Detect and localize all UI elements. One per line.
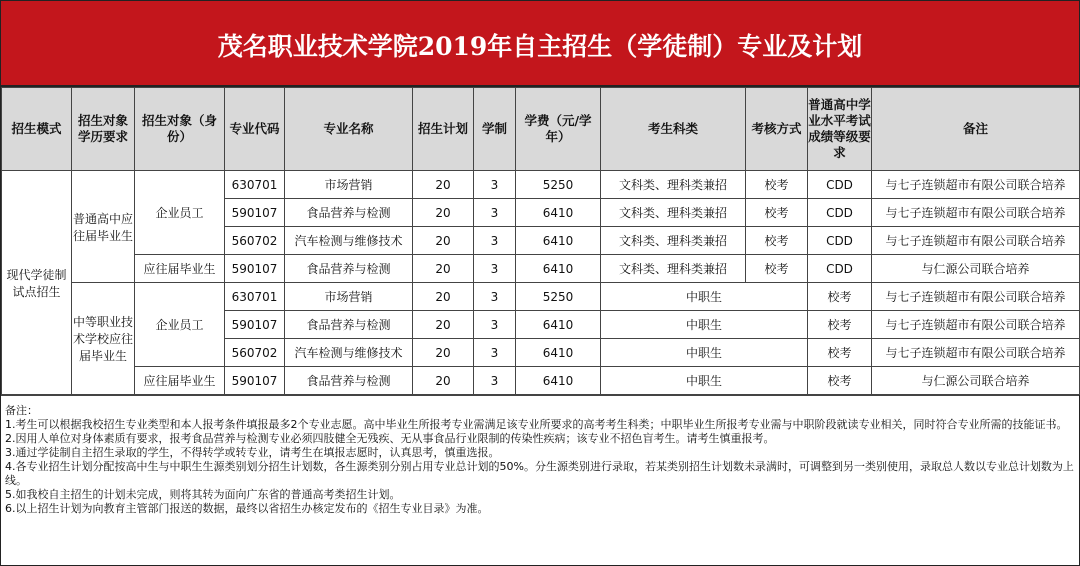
major-name-cell: 市场营销 xyxy=(285,283,413,311)
grade-requirement-cell: CDD xyxy=(808,199,872,227)
table-body xyxy=(2,171,1080,395)
header-cell: 招生对象（身份） xyxy=(135,88,225,171)
duration-cell: 3 xyxy=(474,227,516,255)
major-code-cell: 630701 xyxy=(225,171,285,199)
tuition-cell: 5250 xyxy=(516,283,601,311)
duration-cell: 3 xyxy=(474,171,516,199)
major-name-cell: 食品营养与检测 xyxy=(285,199,413,227)
tuition-cell: 6410 xyxy=(516,339,601,367)
assessment-cell: 校考 xyxy=(808,339,872,367)
notes-heading: 备注： xyxy=(5,404,38,417)
plan-table xyxy=(1,87,1080,395)
assessment-cell: 校考 xyxy=(746,227,808,255)
remark-cell: 与仁源公司联合培养 xyxy=(872,367,1080,395)
header-cell: 考核方式 xyxy=(746,88,808,171)
major-code-cell: 590107 xyxy=(225,367,285,395)
tuition-cell: 6410 xyxy=(516,227,601,255)
note-item: 3.通过学徒制自主招生录取的学生，不得转学或转专业，请考生在填报志愿时，认真思考，慎重选报。 xyxy=(5,446,500,459)
header-cell: 专业代码 xyxy=(225,88,285,171)
table-row xyxy=(2,283,1080,311)
grade-requirement-cell: CDD xyxy=(808,171,872,199)
major-name-cell: 食品营养与检测 xyxy=(285,311,413,339)
subject-cell: 文科类、理科类兼招 xyxy=(601,171,746,199)
major-code-cell: 590107 xyxy=(225,311,285,339)
subject-cell: 中职生 xyxy=(601,283,808,311)
tuition-cell: 6410 xyxy=(516,255,601,283)
plan-count-cell: 20 xyxy=(413,311,474,339)
tuition-cell: 6410 xyxy=(516,199,601,227)
assessment-cell: 校考 xyxy=(808,367,872,395)
subject-cell: 文科类、理科类兼招 xyxy=(601,227,746,255)
tuition-cell: 6410 xyxy=(516,311,601,339)
header-cell: 学制 xyxy=(474,88,516,171)
identity-cell: 企业员工 xyxy=(135,171,225,255)
note-item: 4.各专业招生计划分配按高中生与中职生生源类别划分招生计划数，各生源类别分别占用专业总计划的50%。分生源类别进行录取，若某类别招生计划数未录满时，可调整到另一类别使用，录取总人数以专业总计划数为上线。 xyxy=(5,460,1074,487)
tuition-cell: 5250 xyxy=(516,171,601,199)
plan-count-cell: 20 xyxy=(413,199,474,227)
mode-cell: 现代学徒制试点招生 xyxy=(2,171,72,395)
note-item: 2.因用人单位对身体素质有要求，报考食品营养与检测专业必须四肢健全无残疾、无从事食品行业限制的传染性疾病；该专业不招色盲考生。请考生慎重报考。 xyxy=(5,432,775,445)
identity-cell: 应往届毕业生 xyxy=(135,367,225,395)
header-cell: 考生科类 xyxy=(601,88,746,171)
edu-requirement-cell: 中等职业技术学校应往届毕业生 xyxy=(72,283,135,395)
header-cell: 招生对象学历要求 xyxy=(72,88,135,171)
remark-cell: 与七子连锁超市有限公司联合培养 xyxy=(872,311,1080,339)
plan-count-cell: 20 xyxy=(413,171,474,199)
plan-count-cell: 20 xyxy=(413,227,474,255)
subject-cell: 中职生 xyxy=(601,339,808,367)
major-code-cell: 590107 xyxy=(225,255,285,283)
header-cell: 专业名称 xyxy=(285,88,413,171)
header-cell: 招生模式 xyxy=(2,88,72,171)
subject-cell: 文科类、理科类兼招 xyxy=(601,199,746,227)
major-name-cell: 食品营养与检测 xyxy=(285,255,413,283)
duration-cell: 3 xyxy=(474,283,516,311)
major-code-cell: 560702 xyxy=(225,227,285,255)
duration-cell: 3 xyxy=(474,255,516,283)
header-cell: 普通高中学业水平考试成绩等级要求 xyxy=(808,88,872,171)
major-name-cell: 汽车检测与维修技术 xyxy=(285,339,413,367)
tuition-cell: 6410 xyxy=(516,367,601,395)
table-row xyxy=(2,171,1080,199)
note-item: 5.如我校自主招生的计划未完成，则将其转为面向广东省的普通高考类招生计划。 xyxy=(5,488,401,501)
plan-count-cell: 20 xyxy=(413,283,474,311)
remark-cell: 与七子连锁超市有限公司联合培养 xyxy=(872,227,1080,255)
grade-requirement-cell: CDD xyxy=(808,227,872,255)
edu-requirement-cell: 普通高中应往届毕业生 xyxy=(72,171,135,283)
assessment-cell: 校考 xyxy=(746,199,808,227)
duration-cell: 3 xyxy=(474,367,516,395)
subject-cell: 中职生 xyxy=(601,311,808,339)
note-item: 6.以上招生计划为向教育主管部门报送的数据，最终以省招生办核定发布的《招生专业目录》为准。 xyxy=(5,502,489,515)
table-row xyxy=(2,255,1080,283)
plan-count-cell: 20 xyxy=(413,255,474,283)
page-title: 茂名职业技术学院2019年自主招生（学徒制）专业及计划 xyxy=(1,1,1079,87)
major-name-cell: 食品营养与检测 xyxy=(285,367,413,395)
identity-cell: 应往届毕业生 xyxy=(135,255,225,283)
remark-cell: 与七子连锁超市有限公司联合培养 xyxy=(872,283,1080,311)
duration-cell: 3 xyxy=(474,339,516,367)
major-code-cell: 590107 xyxy=(225,199,285,227)
assessment-cell: 校考 xyxy=(808,311,872,339)
header-cell: 招生计划 xyxy=(413,88,474,171)
remark-cell: 与七子连锁超市有限公司联合培养 xyxy=(872,171,1080,199)
remark-cell: 与七子连锁超市有限公司联合培养 xyxy=(872,199,1080,227)
duration-cell: 3 xyxy=(474,199,516,227)
subject-cell: 文科类、理科类兼招 xyxy=(601,255,746,283)
plan-count-cell: 20 xyxy=(413,367,474,395)
table-row xyxy=(2,367,1080,395)
header-cell: 学费（元/学年） xyxy=(516,88,601,171)
note-item: 1.考生可以根据我校招生专业类型和本人报考条件填报最多2个专业志愿。高中毕业生所报考专业需满足该专业所要求的高考考生科类；中职毕业生所报考专业需与中职阶段就读专业相关，同时符合专业所需的技能证书。 xyxy=(5,418,1068,431)
table-header-row xyxy=(2,88,1080,171)
major-code-cell: 560702 xyxy=(225,339,285,367)
major-code-cell: 630701 xyxy=(225,283,285,311)
assessment-cell: 校考 xyxy=(746,255,808,283)
grade-requirement-cell: CDD xyxy=(808,255,872,283)
header-cell: 备注 xyxy=(872,88,1080,171)
assessment-cell: 校考 xyxy=(746,171,808,199)
assessment-cell: 校考 xyxy=(808,283,872,311)
identity-cell: 企业员工 xyxy=(135,283,225,367)
major-name-cell: 市场营销 xyxy=(285,171,413,199)
remark-cell: 与七子连锁超市有限公司联合培养 xyxy=(872,339,1080,367)
duration-cell: 3 xyxy=(474,311,516,339)
notes-section xyxy=(1,395,1079,516)
remark-cell: 与仁源公司联合培养 xyxy=(872,255,1080,283)
subject-cell: 中职生 xyxy=(601,367,808,395)
major-name-cell: 汽车检测与维修技术 xyxy=(285,227,413,255)
plan-count-cell: 20 xyxy=(413,339,474,367)
